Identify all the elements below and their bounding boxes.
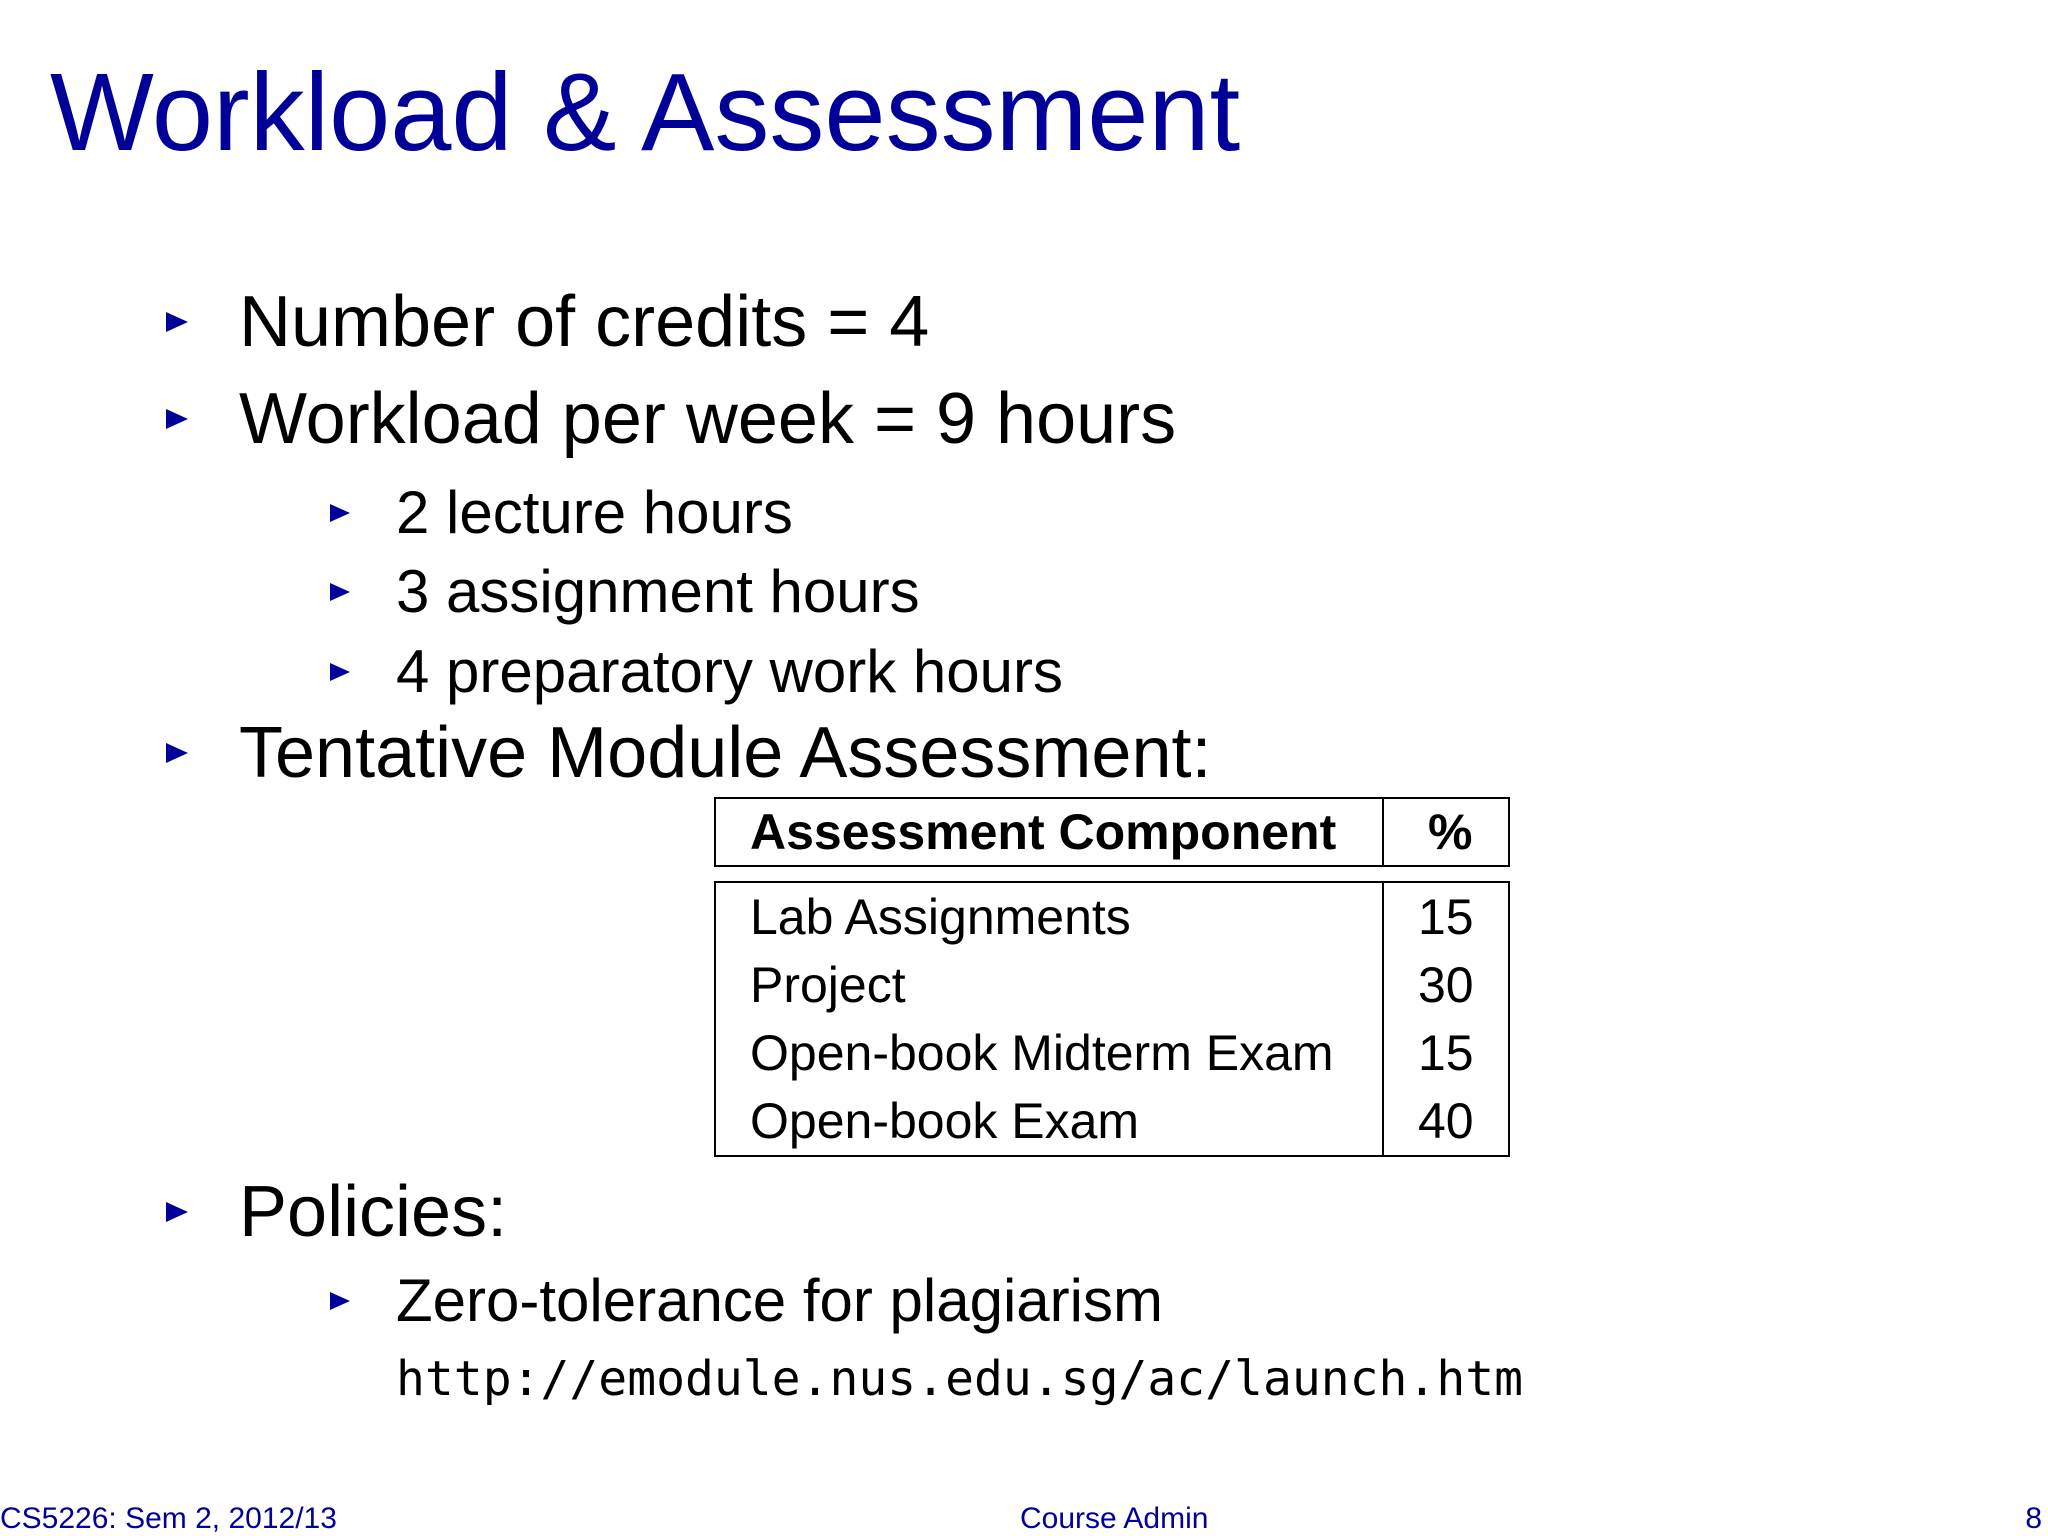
triangle-bullet-icon [330,663,350,681]
bullet-policies [166,1172,508,1252]
triangle-bullet-icon [166,743,188,763]
table-row-component: Open-book Midterm Exam [750,1025,1334,1081]
table-row-component: Lab Assignments [750,889,1131,945]
sub-bullet-text: 3 assignment hours [396,558,920,625]
table-row-percent: 30 [1418,957,1474,1013]
header-component: Assessment Component [750,804,1337,860]
bullet-workload [166,379,1177,459]
table-row-component: Project [750,957,906,1013]
table-row-percent: 15 [1418,889,1474,945]
footer-course: CS5226: Sem 2, 2012/13 [0,1502,337,1535]
assessment-table-header [714,797,1510,867]
column-divider [1382,883,1384,1155]
triangle-bullet-icon [330,583,350,601]
bullet-text: Workload per week = 9 hours [239,379,1177,459]
header-percent: % [1428,804,1473,860]
bullet-text: Number of credits = 4 [239,282,930,362]
table-row-percent: 40 [1418,1093,1474,1149]
column-divider [1382,799,1384,865]
triangle-bullet-icon [330,1292,350,1310]
triangle-bullet-icon [330,504,350,522]
table-row-percent: 15 [1418,1025,1474,1081]
triangle-bullet-icon [166,312,188,332]
sub-bullet-text: 4 preparatory work hours [396,638,1063,705]
footer-section: Course Admin [1020,1502,1209,1535]
table-row-component: Open-book Exam [750,1093,1140,1149]
sub-bullet-text: 2 lecture hours [396,479,793,546]
sub-bullet-lecture [330,479,793,546]
triangle-bullet-icon [166,409,188,429]
slide-title: Workload & Assessment [50,51,1241,174]
bullet-text: Policies: [239,1172,508,1252]
bullet-text: Tentative Module Assessment: [239,713,1212,793]
assessment-table-body [714,881,1510,1157]
sub-bullet-assignment [330,558,920,625]
sub-bullet-plagiarism [330,1267,1163,1334]
sub-bullet-preparatory [330,638,1063,705]
sub-bullet-text: Zero-tolerance for plagiarism [396,1267,1163,1334]
triangle-bullet-icon [166,1202,188,1222]
footer-page-number: 8 [2025,1502,2042,1535]
policy-link[interactable]: http://emodule.nus.edu.sg/ac/launch.htm [396,1351,1524,1407]
bullet-credits [166,282,930,362]
bullet-assessment [166,713,1212,793]
